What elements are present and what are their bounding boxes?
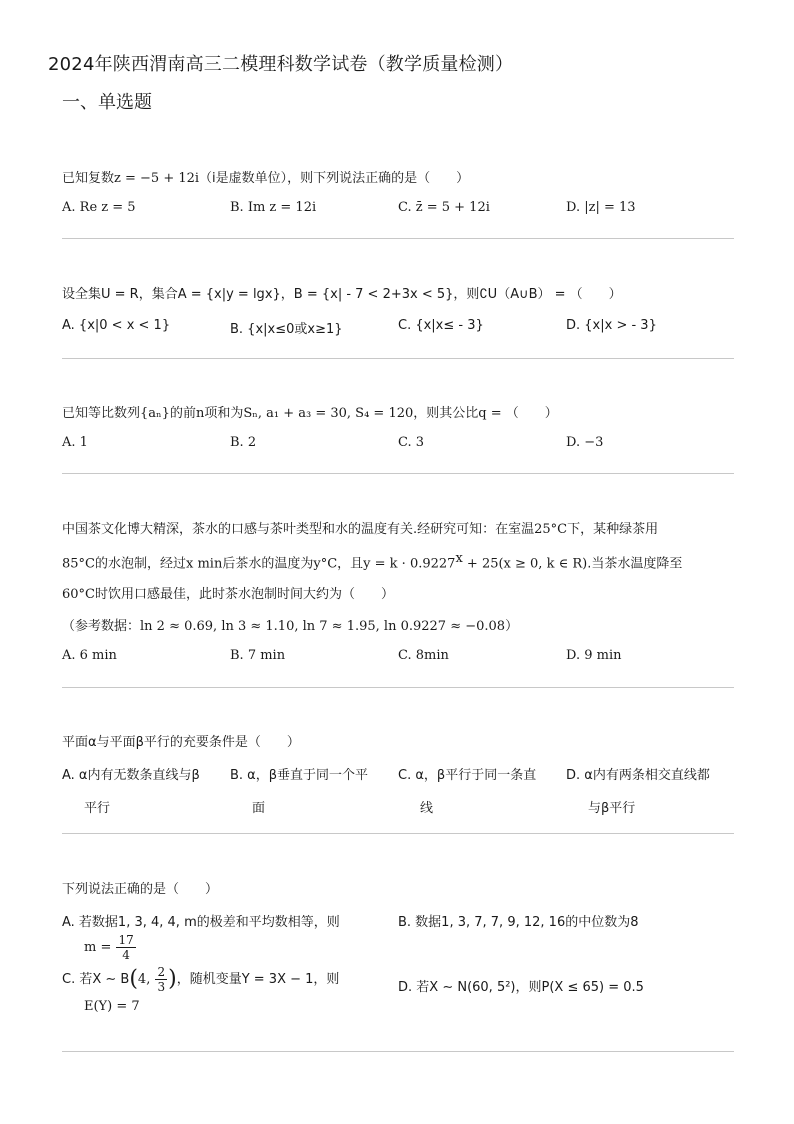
question-5-option-c-line-1: C. α，β平行于同一条直: [398, 768, 537, 783]
question-3-text-2: 的前: [169, 406, 196, 421]
fraction-numerator: 2: [157, 965, 166, 979]
question-3-n: n: [195, 406, 205, 421]
question-1-expression: z = −5 + 12i: [114, 171, 200, 186]
page-title: 2024年陕西渭南高三二模理科数学试卷（教学质量检测）: [48, 54, 514, 75]
fraction: [155, 966, 167, 993]
question-6-text: 下列说法正确的是（ ）: [62, 882, 219, 897]
question-4-text-3: 的水泡制，经过: [95, 556, 187, 572]
question-6-option-b[interactable]: B. 数据1, 3, 7, 7, 9, 12, 16的中位数为8: [398, 915, 639, 930]
section-heading: 一、单选题: [62, 92, 152, 113]
question-5-option-b-line-1: B. α，β垂直于同一个平: [230, 768, 369, 783]
divider: [62, 238, 734, 239]
question-2-option-a[interactable]: A. {x|0 < x < 1}: [62, 318, 171, 333]
question-1-option-c[interactable]: C. z̄ = 5 + 12i: [398, 200, 490, 215]
question-5-option-d-line-2: 与β平行: [588, 801, 636, 816]
question-4-option-c[interactable]: C. 8min: [398, 648, 449, 663]
question-3-text: 已知等比数列: [62, 406, 141, 421]
question-6-option-d[interactable]: D. 若X ∼ N(60, 5²)，则P(X ≤ 65) = 0.5: [398, 980, 644, 995]
question-1-text: 已知复数: [62, 171, 115, 186]
question-6-option-a-line-1: A. 若数据1, 3, 4, 4, m的极差和平均数相等，则: [62, 915, 340, 930]
question-3-option-a[interactable]: A. 1: [62, 435, 88, 450]
question-6-option-a-var: m =: [84, 940, 116, 955]
question-4-option-b[interactable]: B. 7 min: [230, 648, 286, 663]
fraction-denominator: 4: [122, 948, 130, 962]
question-3-option-d[interactable]: D. −3: [566, 435, 604, 450]
question-5-text: 平面α与平面β平行的充要条件是（ ）: [62, 735, 300, 750]
question-5-option-a-line-2: 平行: [84, 801, 111, 816]
left-paren: (: [129, 966, 138, 992]
question-6-option-c-text-2: ，随机变量Y = 3X − 1，则: [176, 972, 340, 987]
question-4-exponent: x: [455, 551, 463, 566]
question-1: [62, 167, 469, 186]
question-4-water-temp: 85°C: [62, 556, 95, 572]
question-4-text-6: .当茶水温度降至: [587, 556, 683, 572]
question-2-option-c[interactable]: C. {x|x≤ - 3}: [398, 318, 484, 333]
question-4-line-4: [62, 615, 518, 634]
divider: [62, 473, 734, 474]
fraction-numerator: 17: [118, 933, 134, 947]
question-3-suffix: （ ）: [505, 406, 558, 421]
question-3-sequence: {aₙ}: [140, 406, 170, 421]
question-5-option-b-line-2: 面: [252, 801, 266, 816]
question-6-option-c-n: 4,: [137, 972, 155, 987]
question-4-time: x min: [186, 556, 223, 572]
question-5-option-b[interactable]: [230, 764, 368, 816]
question-2-option-d[interactable]: D. {x|x > - 3}: [566, 318, 657, 333]
fraction: [116, 934, 135, 961]
question-4-text-7: 时饮用口感最佳，此时茶水泡制时间大约为（ ）: [95, 587, 395, 602]
question-4-option-a[interactable]: A. 6 min: [62, 648, 117, 663]
question-4-target-temp: 60°C: [62, 587, 95, 602]
fraction-denominator: 3: [157, 980, 166, 994]
question-4-text-5: ，且: [337, 556, 364, 572]
question-4-temp-var: y°C: [313, 556, 338, 572]
question-3-option-c[interactable]: C. 3: [398, 435, 425, 450]
question-5-option-a-line-1: A. α内有无数条直线与β: [62, 768, 200, 783]
question-6-option-c-line-1: [62, 966, 339, 993]
question-4-ref-label: （参考数据：: [62, 619, 141, 634]
question-1-suffix: （i是虚数单位），则下列说法正确的是（ ）: [199, 171, 470, 186]
question-6-option-c-text: C. 若X ∼ B: [62, 972, 130, 987]
question-3-expression: Sₙ, a₁ + a₃ = 30, S₄ = 120: [243, 406, 414, 421]
question-5-option-d[interactable]: [566, 764, 710, 816]
question-4-option-d[interactable]: D. 9 min: [566, 648, 622, 663]
question-3-option-b[interactable]: B. 2: [230, 435, 257, 450]
question-5-option-a[interactable]: [62, 764, 200, 816]
question-1-option-b[interactable]: B. Im z = 12i: [230, 200, 317, 215]
divider: [62, 1051, 734, 1052]
question-4-ref-data: ln 2 ≈ 0.69, ln 3 ≈ 1.10, ln 7 ≈ 1.95, ln 0.9227 ≈ −0.08: [140, 619, 506, 634]
question-6-option-c-line-2: E(Y) = 7: [84, 999, 140, 1014]
question-3-text-4: ，则其公比: [413, 406, 479, 421]
question-3: [62, 402, 558, 421]
question-5-option-c-line-2: 线: [420, 801, 434, 816]
question-4-line-2: [62, 551, 682, 571]
question-6-option-a-line-2: [62, 934, 340, 961]
question-4-text-2: 下，某种绿茶用: [567, 522, 659, 537]
question-3-text-3: 项和为: [204, 406, 244, 421]
question-4-formula-2: + 25(x ≥ 0, k ∈ R): [462, 556, 588, 572]
divider: [62, 687, 734, 688]
question-6-option-c[interactable]: [62, 966, 339, 1014]
right-paren: ): [168, 966, 177, 992]
question-4-text: 中国茶文化博大精深，茶水的口感与茶叶类型和水的温度有关.经研究可知：在室温: [62, 522, 535, 537]
question-2-text: 设全集U = R，集合A = {x|y = lgx}，B = {x| - 7 < 2+3x < 5}，则∁U（A∪B） = （ ）: [62, 287, 622, 302]
question-4-line-3: [62, 583, 394, 602]
question-4-ref-close: ）: [505, 619, 519, 634]
question-4-line-1: [62, 518, 658, 537]
question-5-option-d-line-1: D. α内有两条相交直线都: [566, 768, 710, 783]
question-4-text-4: 后茶水的温度为: [222, 556, 314, 572]
question-1-option-d[interactable]: D. |z| = 13: [566, 200, 636, 215]
question-5-option-c[interactable]: [398, 764, 536, 816]
question-1-option-a[interactable]: A. Re z = 5: [62, 200, 136, 215]
question-4-room-temp: 25°C: [534, 522, 568, 537]
divider: [62, 358, 734, 359]
divider: [62, 833, 734, 834]
question-6-option-a[interactable]: [62, 911, 340, 961]
question-2-option-b[interactable]: B. {x|x≤0或x≥1}: [230, 322, 343, 337]
question-3-q: q =: [478, 406, 506, 421]
question-4-formula: y = k · 0.9227: [363, 556, 456, 572]
